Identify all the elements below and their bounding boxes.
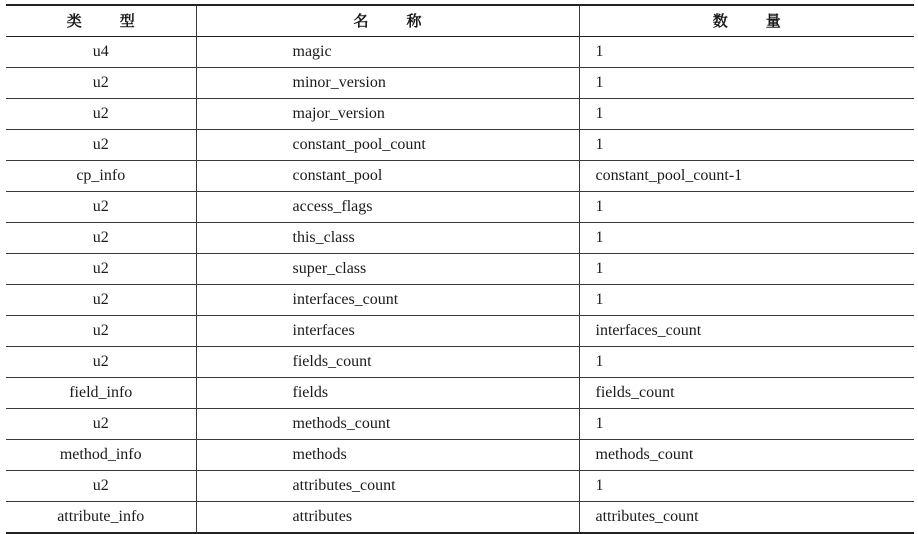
table-row [6, 99, 914, 130]
cell-quantity: 1 [579, 99, 914, 130]
cell-name: attributes [196, 502, 579, 534]
cell-type: u2 [6, 285, 196, 316]
cell-type: u2 [6, 347, 196, 378]
cell-type: u2 [6, 130, 196, 161]
cell-name: minor_version [196, 68, 579, 99]
cell-quantity: 1 [579, 130, 914, 161]
cell-quantity: 1 [579, 409, 914, 440]
class-file-structure-table-container [6, 4, 914, 534]
cell-name: super_class [196, 254, 579, 285]
cell-name: methods [196, 440, 579, 471]
header-qty-char-1: 数 [712, 12, 728, 30]
table-body [6, 37, 914, 534]
cell-type: u2 [6, 409, 196, 440]
table-row [6, 68, 914, 99]
cell-type: u2 [6, 223, 196, 254]
cell-type: u2 [6, 316, 196, 347]
cell-type: u2 [6, 192, 196, 223]
cell-quantity: interfaces_count [579, 316, 914, 347]
cell-quantity: methods_count [579, 440, 914, 471]
column-header-type [6, 5, 196, 37]
table-row [6, 161, 914, 192]
cell-type: field_info [6, 378, 196, 409]
cell-name: attributes_count [196, 471, 579, 502]
cell-quantity: fields_count [579, 378, 914, 409]
cell-type: u2 [6, 471, 196, 502]
table-row [6, 502, 914, 534]
table-row [6, 409, 914, 440]
header-row [6, 5, 914, 37]
cell-type: cp_info [6, 161, 196, 192]
cell-name: interfaces [196, 316, 579, 347]
cell-name: interfaces_count [196, 285, 579, 316]
cell-name: magic [196, 37, 579, 68]
cell-quantity: 1 [579, 347, 914, 378]
cell-type: u4 [6, 37, 196, 68]
table-row [6, 347, 914, 378]
cell-type: method_info [6, 440, 196, 471]
cell-quantity: constant_pool_count-1 [579, 161, 914, 192]
cell-quantity: 1 [579, 471, 914, 502]
cell-quantity: 1 [579, 68, 914, 99]
table-row [6, 316, 914, 347]
cell-name: major_version [196, 99, 579, 130]
table-header [6, 5, 914, 37]
cell-name: constant_pool_count [196, 130, 579, 161]
header-type-char-1: 类 [66, 12, 82, 30]
column-header-quantity [579, 5, 914, 37]
table-row [6, 285, 914, 316]
class-file-structure-table [6, 4, 914, 534]
cell-quantity: 1 [579, 285, 914, 316]
table-row [6, 378, 914, 409]
table-row [6, 471, 914, 502]
cell-name: fields [196, 378, 579, 409]
table-row [6, 223, 914, 254]
cell-quantity: 1 [579, 254, 914, 285]
cell-name: fields_count [196, 347, 579, 378]
header-name-char-2: 称 [406, 12, 422, 30]
table-row [6, 254, 914, 285]
table-row [6, 192, 914, 223]
table-row [6, 37, 914, 68]
cell-name: access_flags [196, 192, 579, 223]
column-header-name [196, 5, 579, 37]
header-name-char-1: 名 [353, 12, 369, 30]
cell-quantity: 1 [579, 223, 914, 254]
header-qty-char-2: 量 [765, 12, 781, 30]
cell-type: u2 [6, 68, 196, 99]
cell-type: attribute_info [57, 508, 145, 525]
table-row [6, 440, 914, 471]
cell-type: u2 [6, 254, 196, 285]
cell-quantity: 1 [579, 192, 914, 223]
table-row [6, 130, 914, 161]
cell-name: this_class [196, 223, 579, 254]
header-type-char-2: 型 [119, 12, 135, 30]
cell-type: u2 [6, 99, 196, 130]
cell-name: constant_pool [196, 161, 579, 192]
cell-quantity: 1 [579, 37, 914, 68]
cell-name: methods_count [196, 409, 579, 440]
cell-quantity: attributes_count [579, 502, 914, 534]
